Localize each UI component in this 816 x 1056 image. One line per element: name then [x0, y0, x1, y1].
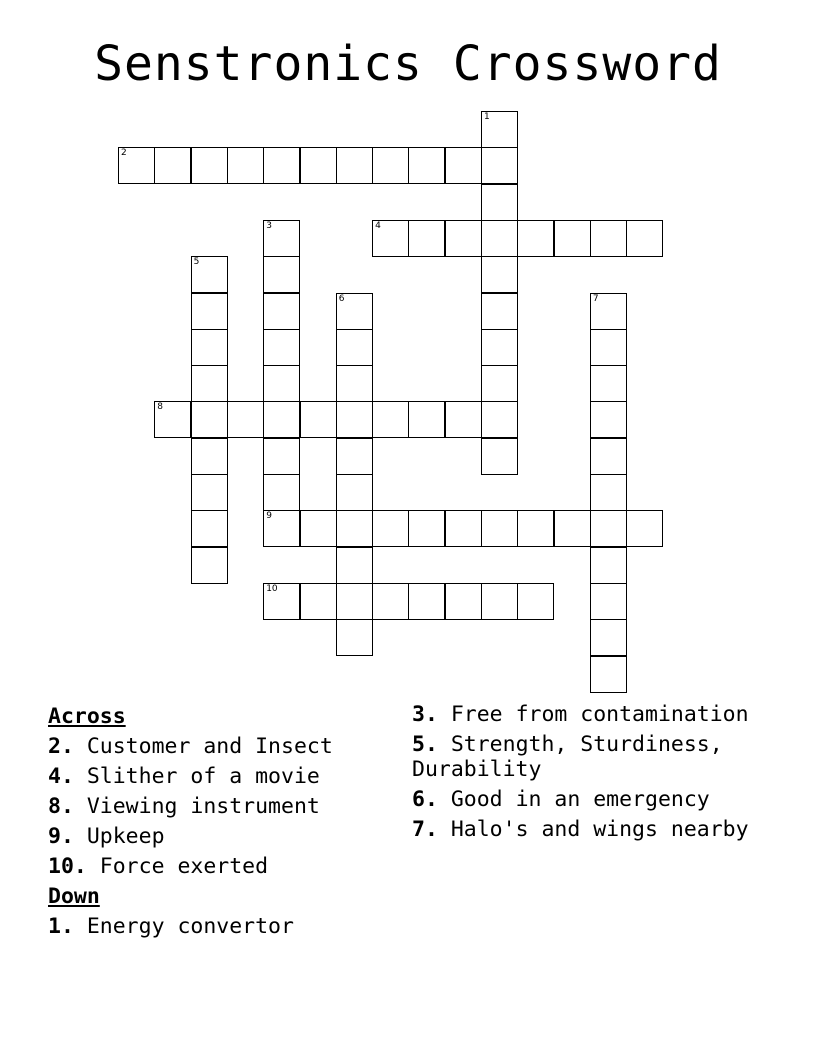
- down-heading: Down: [48, 884, 100, 909]
- grid-cell[interactable]: [191, 510, 228, 547]
- grid-cell[interactable]: [227, 147, 264, 184]
- clue-number: 10.: [48, 854, 87, 879]
- grid-cell[interactable]: [336, 401, 373, 438]
- grid-cell[interactable]: [590, 220, 627, 257]
- grid-cell[interactable]: [336, 474, 373, 511]
- grid-cell[interactable]: [336, 365, 373, 402]
- grid-cell[interactable]: [481, 293, 518, 330]
- clue-across-2: [48, 732, 404, 762]
- grid-cell[interactable]: [372, 401, 409, 438]
- cell-number: 7: [592, 293, 599, 304]
- clue-text: Force exerted: [99, 854, 269, 879]
- grid-cell[interactable]: [263, 220, 300, 257]
- grid-cell[interactable]: [590, 656, 627, 693]
- clues-column-right: [412, 702, 782, 847]
- puzzle-title: Senstronics Crossword: [94, 36, 722, 92]
- grid-cell[interactable]: [300, 510, 337, 547]
- cell-number: 3: [266, 220, 272, 231]
- clue-text: Good in an emergency: [450, 787, 710, 812]
- grid-cell[interactable]: [481, 184, 518, 221]
- grid-cell[interactable]: [191, 147, 228, 184]
- clue-text: Slither of a movie: [86, 764, 320, 789]
- grid-cell[interactable]: [336, 547, 373, 584]
- grid-cell[interactable]: [372, 583, 409, 620]
- grid-cell[interactable]: [590, 583, 627, 620]
- cell-number: 2: [121, 148, 127, 159]
- grid-cell[interactable]: [590, 329, 627, 366]
- grid-cell[interactable]: [191, 365, 228, 402]
- grid-cell[interactable]: [191, 293, 228, 330]
- cell-number: 10: [266, 583, 278, 594]
- clue-number: 6.: [412, 787, 438, 812]
- grid-cell[interactable]: [481, 111, 518, 148]
- grid-cell[interactable]: [263, 510, 300, 547]
- clue-across-4: [48, 762, 404, 792]
- clues-column-left: [48, 702, 404, 942]
- grid-cell[interactable]: [408, 401, 445, 438]
- grid-cell[interactable]: [336, 510, 373, 547]
- grid-cell[interactable]: [590, 293, 627, 330]
- grid-cell[interactable]: [590, 438, 627, 475]
- clue-number: 2.: [48, 734, 74, 759]
- grid-cell[interactable]: [336, 293, 373, 330]
- grid-cell[interactable]: [372, 220, 409, 257]
- grid-cell[interactable]: [154, 147, 191, 184]
- clue-number: 5.: [412, 732, 438, 757]
- grid-cell[interactable]: [481, 147, 518, 184]
- grid-cell[interactable]: [408, 510, 445, 547]
- clue-across-9: [48, 822, 404, 852]
- grid-cell[interactable]: [263, 147, 300, 184]
- grid-cell[interactable]: [336, 583, 373, 620]
- clue-down-3: [412, 702, 782, 727]
- grid-cell[interactable]: [481, 510, 518, 547]
- clue-across-10: [48, 852, 404, 882]
- grid-cell[interactable]: [481, 583, 518, 620]
- grid-cell[interactable]: [590, 547, 627, 584]
- grid-cell[interactable]: [191, 256, 228, 293]
- grid-cell[interactable]: [481, 438, 518, 475]
- grid-cell[interactable]: [445, 401, 482, 438]
- grid-cell[interactable]: [554, 510, 591, 547]
- grid-cell[interactable]: [481, 401, 518, 438]
- grid-cell[interactable]: [626, 510, 663, 547]
- grid-cell[interactable]: [372, 510, 409, 547]
- clue-text: Strength, Sturdiness, Durability: [412, 732, 736, 782]
- grid-cell[interactable]: [445, 510, 482, 547]
- clue-text: Energy convertor: [86, 914, 294, 939]
- clue-number: 8.: [48, 794, 74, 819]
- grid-cell[interactable]: [191, 547, 228, 584]
- grid-cell[interactable]: [445, 147, 482, 184]
- grid-cell[interactable]: [517, 583, 554, 620]
- grid-cell[interactable]: [481, 329, 518, 366]
- grid-cell[interactable]: [626, 220, 663, 257]
- cell-number: 4: [375, 220, 381, 231]
- clue-number: 4.: [48, 764, 74, 789]
- clue-down-6: [412, 787, 782, 812]
- grid-cell[interactable]: [227, 401, 264, 438]
- cell-number: 6: [338, 293, 345, 304]
- grid-cell[interactable]: [263, 401, 300, 438]
- grid-cell[interactable]: [408, 583, 445, 620]
- clue-down-1: [48, 912, 404, 942]
- grid-cell[interactable]: [408, 147, 445, 184]
- grid-cell[interactable]: [554, 220, 591, 257]
- grid-cell[interactable]: [590, 619, 627, 656]
- clue-text: Upkeep: [86, 824, 165, 849]
- grid-cell[interactable]: [590, 365, 627, 402]
- grid-cell[interactable]: [336, 329, 373, 366]
- clue-text: Free from contamination: [450, 702, 749, 727]
- clue-number: 7.: [412, 817, 438, 842]
- grid-cell[interactable]: [300, 583, 337, 620]
- grid-cell[interactable]: [191, 329, 228, 366]
- grid-cell[interactable]: [372, 147, 409, 184]
- grid-cell[interactable]: [263, 474, 300, 511]
- clue-down-5: [412, 732, 782, 782]
- clue-across-8: [48, 792, 404, 822]
- grid-cell[interactable]: [590, 474, 627, 511]
- grid-cell[interactable]: [263, 365, 300, 402]
- grid-cell[interactable]: [191, 401, 228, 438]
- clue-text: Viewing instrument: [86, 794, 320, 819]
- clue-down-7: [412, 817, 782, 842]
- clue-text: Halo's and wings nearby: [450, 817, 749, 842]
- grid-cell[interactable]: [191, 438, 228, 475]
- grid-cell[interactable]: [263, 293, 300, 330]
- across-heading: Across: [48, 704, 126, 729]
- grid-cell[interactable]: [191, 474, 228, 511]
- clue-text: Customer and Insect: [86, 734, 333, 759]
- grid-cell[interactable]: [263, 256, 300, 293]
- clue-number: 3.: [412, 702, 438, 727]
- grid-cell[interactable]: [445, 583, 482, 620]
- grid-cell[interactable]: [590, 401, 627, 438]
- grid-cell[interactable]: [445, 220, 482, 257]
- grid-cell[interactable]: [336, 619, 373, 656]
- grid-cell[interactable]: [300, 147, 337, 184]
- grid-cell[interactable]: [154, 401, 191, 438]
- clue-number: 1.: [48, 914, 74, 939]
- cell-number: 5: [193, 257, 200, 268]
- grid-cell[interactable]: [336, 147, 373, 184]
- grid-cell[interactable]: [481, 365, 518, 402]
- cell-number: 8: [157, 402, 164, 413]
- grid-cell[interactable]: [300, 401, 337, 438]
- clue-number: 9.: [48, 824, 74, 849]
- cell-number: 1: [484, 112, 490, 122]
- grid-cell[interactable]: [481, 220, 518, 257]
- cell-number: 9: [266, 511, 272, 522]
- grid-cell[interactable]: [590, 510, 627, 547]
- grid-cell[interactable]: [481, 256, 518, 293]
- grid-cell[interactable]: [118, 147, 155, 184]
- grid-cell[interactable]: [336, 438, 373, 475]
- grid-cell[interactable]: [408, 220, 445, 257]
- grid-cell[interactable]: [263, 583, 300, 620]
- grid-cell[interactable]: [517, 220, 554, 257]
- grid-cell[interactable]: [263, 438, 300, 475]
- grid-cell[interactable]: [517, 510, 554, 547]
- grid-cell[interactable]: [263, 329, 300, 366]
